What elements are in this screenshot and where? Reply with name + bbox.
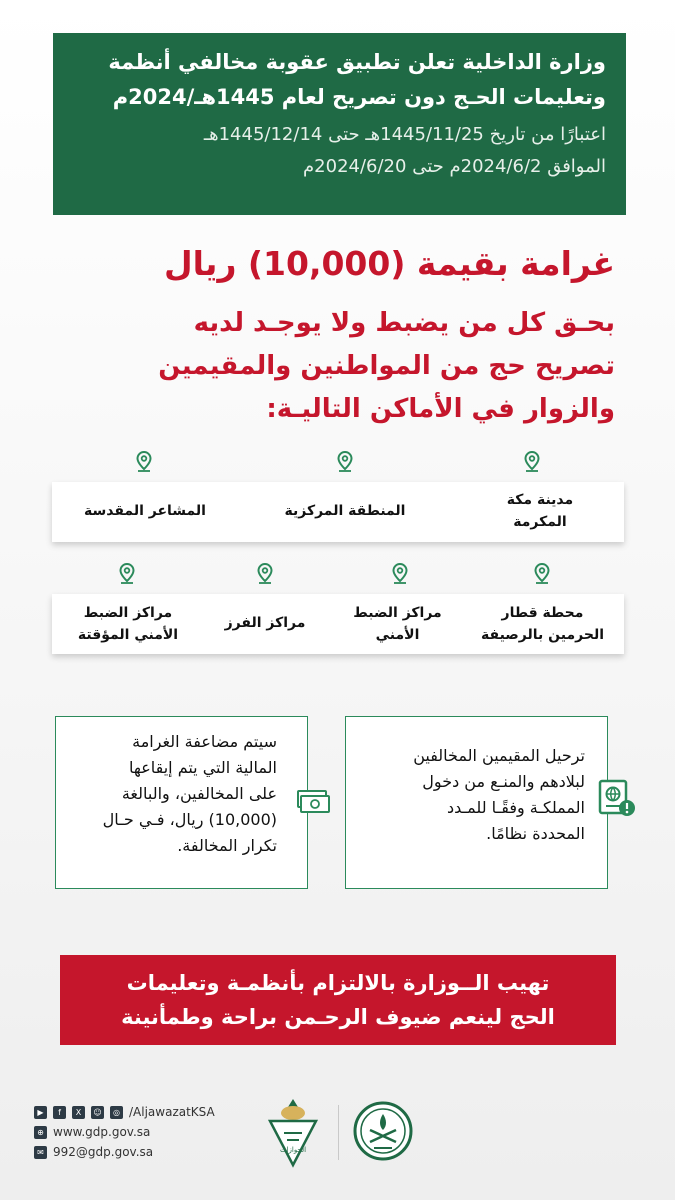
location-pin-icon xyxy=(335,450,355,474)
info-line: (10,000) ريال، فـي حـال xyxy=(102,810,277,829)
location-pin-icon xyxy=(522,450,542,474)
snapchat-icon[interactable]: ☺ xyxy=(91,1106,104,1119)
email-icon: ✉ xyxy=(34,1146,47,1159)
header-dates-line1: اعتبارًا من تاريخ 1445/11/25هـ حتى 1445/12/14هـ xyxy=(203,124,606,145)
youtube-icon[interactable]: ▶ xyxy=(34,1106,47,1119)
info-line: لبلادهم والمنـع من دخول xyxy=(422,772,585,791)
place-security-centers xyxy=(335,602,460,646)
location-pin-icon xyxy=(532,562,552,586)
deportation-info-box xyxy=(345,716,608,889)
place-sorting-centers xyxy=(205,612,325,634)
header-title-line1: وزارة الداخلية تعلن تطبيق عقوبة مخالفي أنظمة xyxy=(108,50,606,74)
location-pin-icon xyxy=(390,562,410,586)
place-temporary-security-centers xyxy=(58,602,198,646)
header-dates-line2: الموافق 2024/6/2م حتى 2024/6/20م xyxy=(303,156,606,177)
place-line: المنطقة المركزية xyxy=(284,503,406,519)
closing-line1: تهيب الــوزارة بالالتزام بأنظمـة وتعليمات xyxy=(126,971,550,995)
place-line: مراكز الضبط xyxy=(353,605,442,621)
location-pin-icon xyxy=(255,562,275,586)
place-line: المكرمة xyxy=(513,514,567,530)
x-icon[interactable]: X xyxy=(72,1106,85,1119)
social-handle[interactable]: /AljawazatKSA xyxy=(129,1105,215,1119)
place-holy-sites xyxy=(65,500,225,522)
instagram-icon[interactable]: ◎ xyxy=(110,1106,123,1119)
info-line: تكرار المخالفة. xyxy=(177,836,277,855)
ministry-emblem xyxy=(352,1100,414,1162)
place-line: مدينة مكة xyxy=(506,492,574,508)
place-line: الأمني المؤقتة xyxy=(77,627,179,643)
header-title-line2: وتعليمات الحـج دون تصريح لعام 1445هـ/2024م xyxy=(112,85,606,109)
website-row xyxy=(34,1125,150,1139)
location-pin-icon xyxy=(134,450,154,474)
email-row xyxy=(34,1145,153,1159)
website-link[interactable]: www.gdp.gov.sa xyxy=(53,1125,151,1139)
info-line: سيتم مضاعفة الغرامة xyxy=(132,732,277,751)
info-line: ترحيل المقيمين المخالفين xyxy=(413,746,585,765)
info-line: المحددة نظامًا. xyxy=(486,824,585,843)
fine-desc-line2: تصريح حج من المواطنين والمقيمين xyxy=(158,351,615,381)
header-banner xyxy=(53,33,626,215)
email-link[interactable]: 992@gdp.gov.sa xyxy=(53,1145,154,1159)
place-train-station xyxy=(470,602,615,646)
place-line: محطة قطار xyxy=(501,605,584,621)
jawazat-logo xyxy=(262,1095,324,1170)
location-pin-icon xyxy=(117,562,137,586)
money-icon xyxy=(296,789,330,815)
info-line: المالية التي يتم إيقاعها xyxy=(128,758,277,777)
place-line: الحرمين بالرصيفة xyxy=(481,627,604,643)
closing-banner xyxy=(60,955,616,1045)
jawazat-logo-label: الجوازات xyxy=(279,1146,307,1154)
fine-title: غرامة بقيمة (10,000) ريال xyxy=(164,244,615,283)
fine-desc-line3: والزوار في الأماكن التاليـة: xyxy=(266,394,615,424)
place-makkah xyxy=(470,489,610,533)
facebook-icon[interactable]: f xyxy=(53,1106,66,1119)
place-line: الأمني xyxy=(375,627,420,643)
closing-line2: الحج لينعم ضيوف الرحـمن براحة وطمأنينة xyxy=(121,1005,555,1029)
info-line: المملكـة وفقًـا للمـدد xyxy=(446,798,585,817)
passport-warning-icon xyxy=(596,777,638,819)
place-line: مراكز الضبط xyxy=(83,605,173,621)
social-row xyxy=(34,1105,215,1119)
place-line: مراكز الفرز xyxy=(224,615,306,631)
footer-divider xyxy=(338,1105,339,1160)
fine-desc-line1: بحـق كل من يضبط ولا يوجـد لديه xyxy=(193,308,615,338)
info-line: على المخالفين، والبالغة xyxy=(121,784,277,803)
fine-description xyxy=(45,302,615,431)
double-fine-info-box xyxy=(55,716,308,889)
globe-icon: ⊕ xyxy=(34,1126,47,1139)
place-line: المشاعر المقدسة xyxy=(84,503,206,519)
place-central-area xyxy=(265,500,425,522)
